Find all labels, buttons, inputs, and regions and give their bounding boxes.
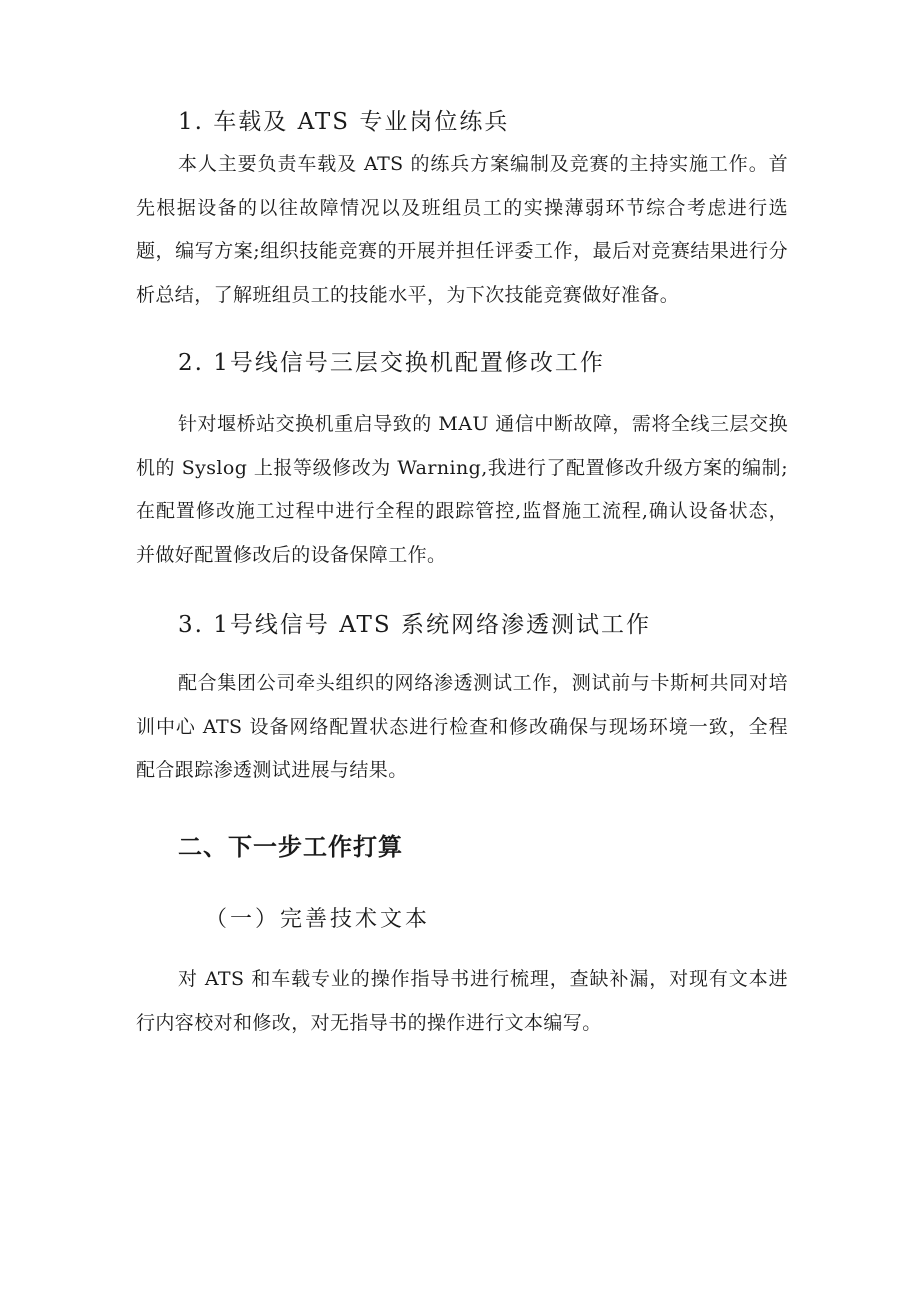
- section-3-heading: 3. 1号线信号 ATS 系统网络渗透测试工作: [178, 612, 651, 638]
- subsection-1-heading: （一）完善技术文本: [205, 907, 431, 932]
- chapter-title: 二、下一步工作打算: [178, 833, 403, 861]
- subsection-1-body: 对 ATS 和车载专业的操作指导书进行梳理，查缺补漏，对现有文本进行内容校对和修改，对无指导书的操作进行文本编写。: [136, 968, 788, 1034]
- section-3-body: 配合集团公司牵头组织的网络渗透测试工作，测试前与卡斯柯共同对培训中心 ATS 设备网络配置状态进行检查和修改确保与现场环境一致，全程配合跟踪渗透测试进展与结果。: [136, 672, 788, 781]
- section-2-body: 针对堰桥站交换机重启导致的 MAU 通信中断故障，需将全线三层交换机的 Syslog 上报等级修改为 Warning,我进行了配置修改升级方案的编制;在配置修改施工过程中进行全程的跟踪管控,监督施工流程,确认设备状态，并做好配置修改后的设备保障工作。: [136, 413, 788, 566]
- section-2-heading: 2. 1号线信号三层交换机配置修改工作: [178, 350, 605, 376]
- section-1-body: 本人主要负责车载及 ATS 的练兵方案编制及竞赛的主持实施工作。首先根据设备的以往故障情况以及班组员工的实操薄弱环节综合考虑进行选题，编写方案;组织技能竞赛的开展并担任评委工作，最后对竞赛结果进行分析总结，了解班组员工的技能水平，为下次技能竞赛做好准备。: [136, 153, 788, 306]
- section-1-heading: 1. 车载及 ATS 专业岗位练兵: [178, 109, 510, 135]
